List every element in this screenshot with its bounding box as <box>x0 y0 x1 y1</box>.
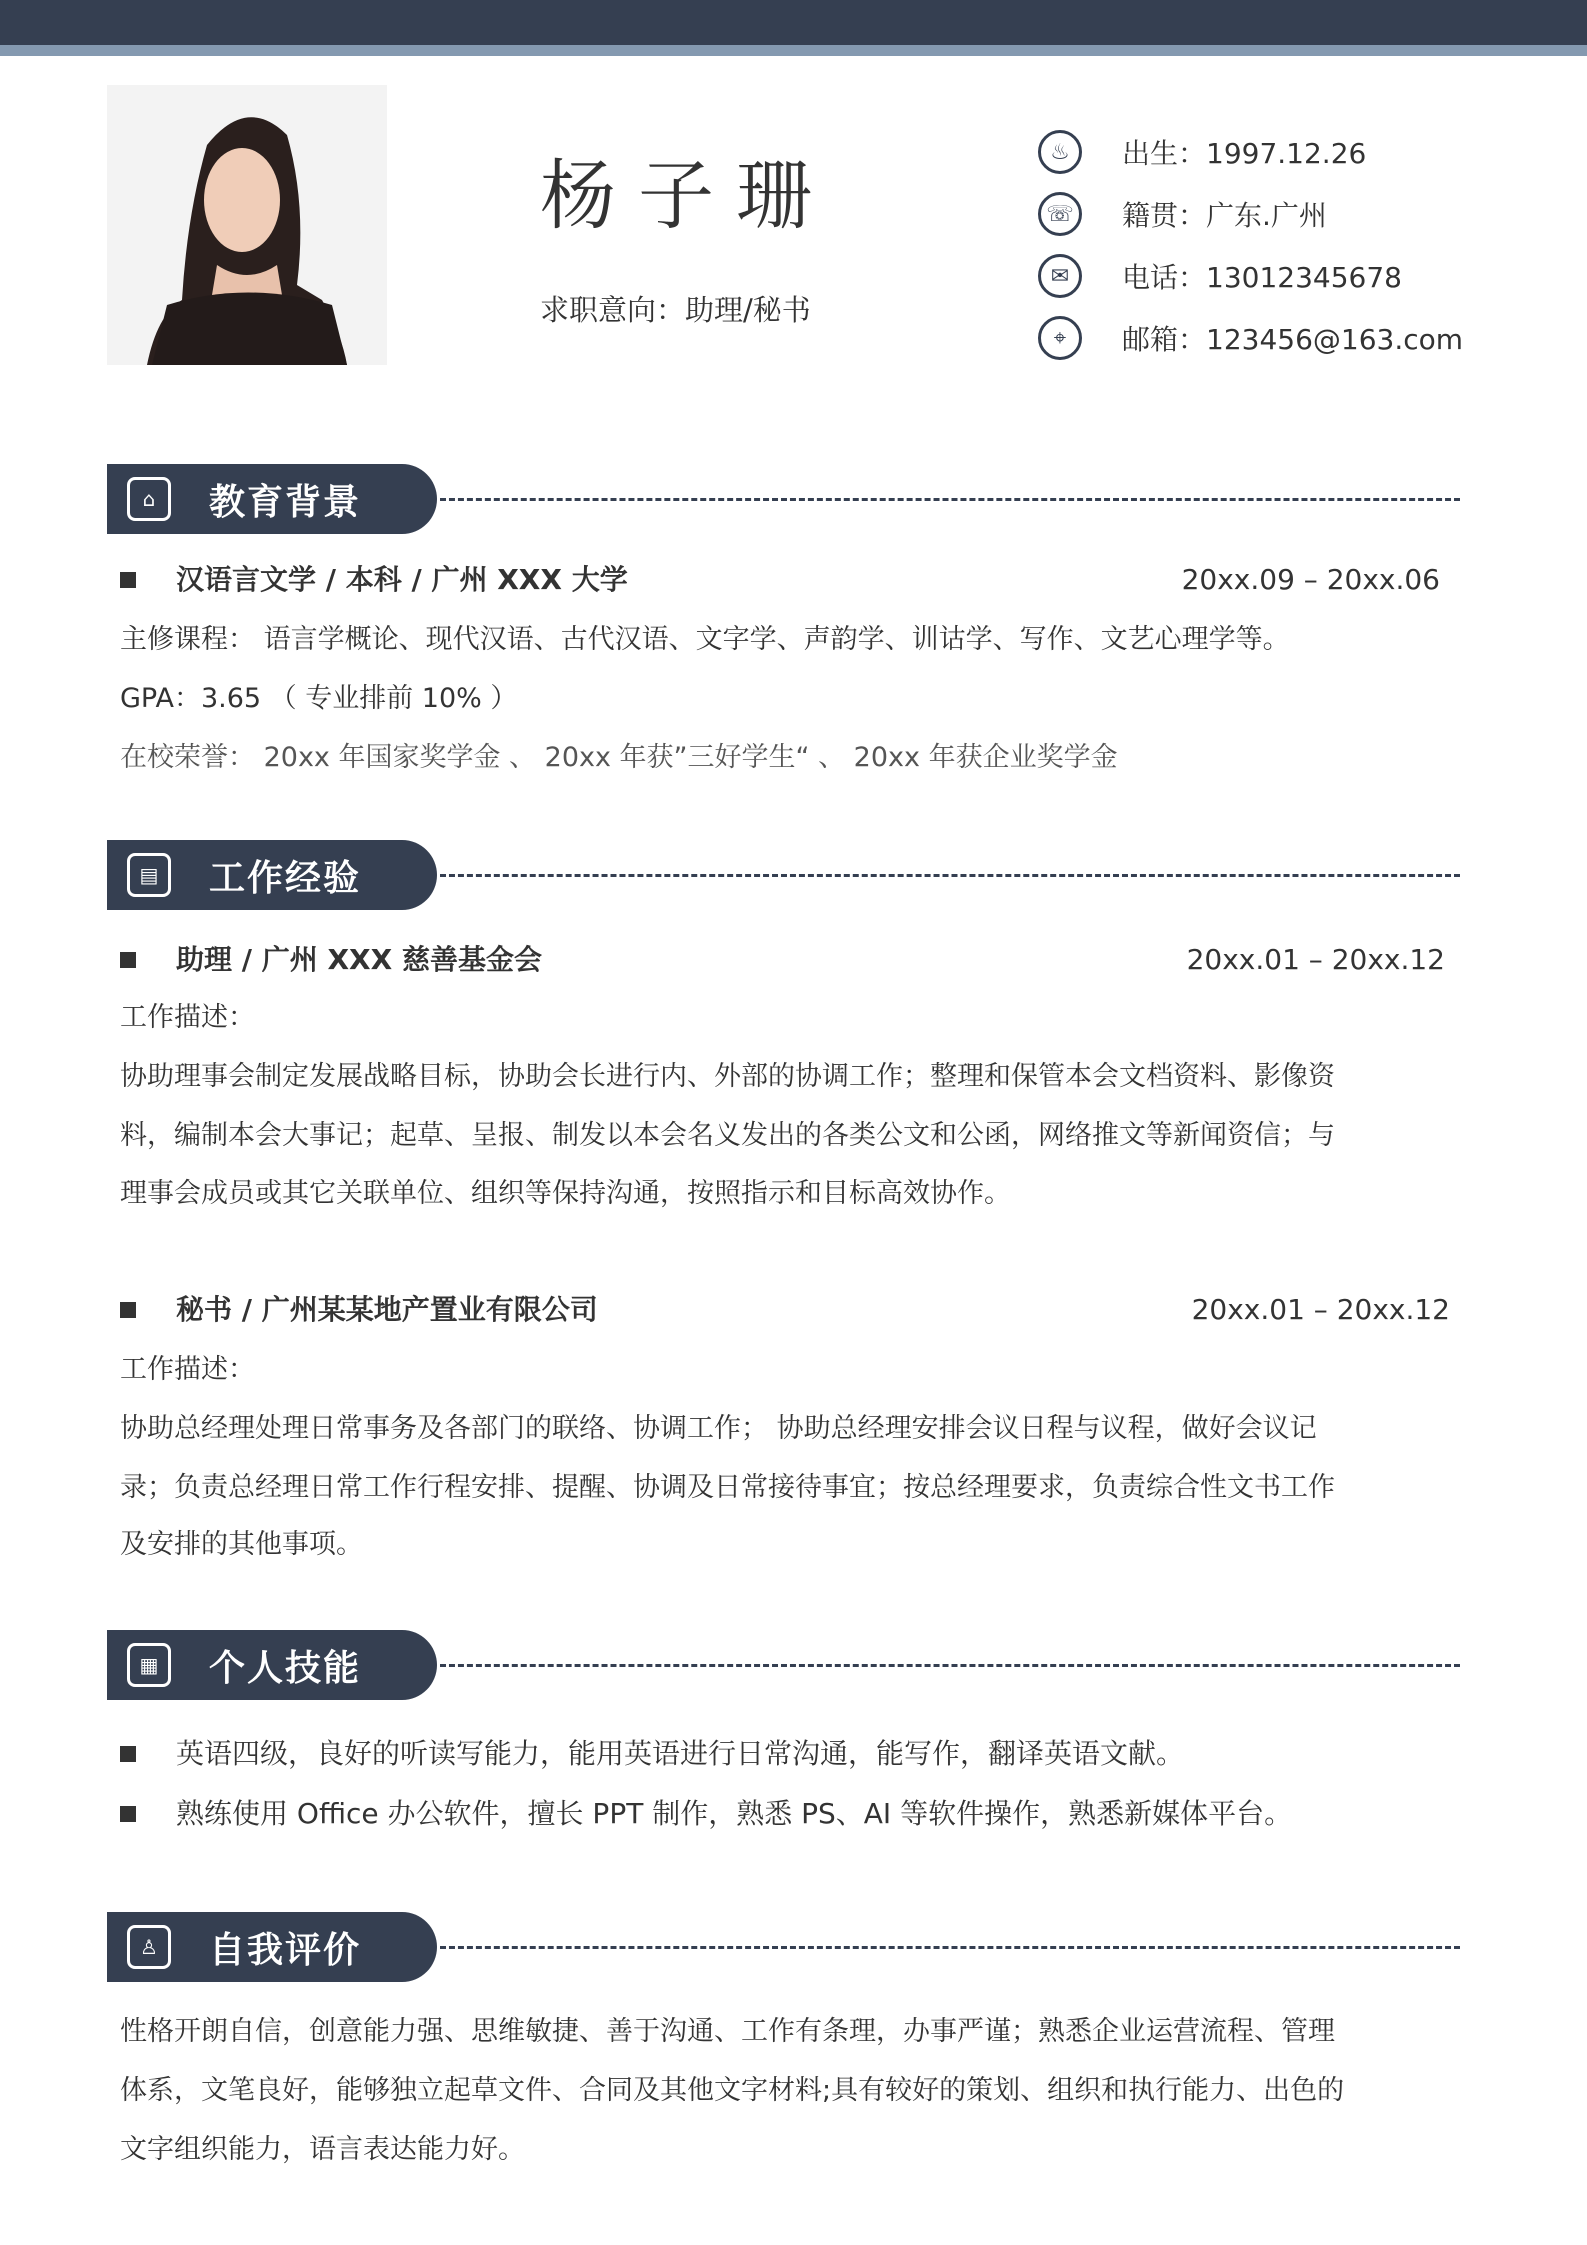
clipped-area <box>0 1525 1587 1565</box>
description-line: 录；负责总经理日常工作行程安排、提醒、协调及日常接待事宜；按总经理要求，负责综合性文书工作 <box>120 1472 1335 1503</box>
user-icon: ♙ <box>127 1925 171 1969</box>
education-item <box>120 560 1440 600</box>
description-line: 及安排的其他事项。 <box>120 1529 363 1560</box>
graduation-cap-icon: ⌂ <box>127 477 171 521</box>
item-date: 20xx.01 – 20xx.12 <box>1186 943 1445 976</box>
self-evaluation-line: 文字组织能力，语言表达能力好。 <box>120 2134 525 2165</box>
work-item <box>120 1290 1450 1330</box>
skill-text: 熟练使用 Office 办公软件，擅长 PPT 制作，熟悉 PS、AI 等软件操作，熟悉新媒体平台。 <box>176 1797 1293 1830</box>
skill-text: 英语四级，良好的听读写能力，能用英语进行日常沟通，能写作，翻译英语文献。 <box>176 1737 1185 1770</box>
description-line: 协助总经理处理日常事务及各部门的联络、协调工作； 协助总经理安排会议日程与议程，做好会议记 <box>120 1413 1317 1444</box>
section-header-education <box>107 464 437 534</box>
divider <box>440 1946 1460 1949</box>
bullet <box>120 952 136 968</box>
job-intent: 求职意向：助理/秘书 <box>540 293 811 327</box>
divider <box>440 498 1460 501</box>
top-bar <box>0 0 1587 45</box>
contact-birth <box>1038 127 1558 177</box>
item-date: 20xx.01 – 20xx.12 <box>1191 1293 1450 1326</box>
profile-photo <box>107 85 387 365</box>
section-header-skills <box>107 1630 437 1700</box>
contact-phone <box>1038 251 1558 301</box>
item-title: 汉语言文学 / 本科 / 广州 XXX 大学 <box>176 563 628 596</box>
hometown-text: 籍贯：广东.广州 <box>1122 199 1327 232</box>
section-title: 教育背景 <box>209 481 362 523</box>
grid-icon: ▦ <box>127 1643 171 1687</box>
contact-hometown <box>1038 189 1558 239</box>
divider <box>440 874 1460 877</box>
briefcase-icon: ▤ <box>127 853 171 897</box>
phone-text: 电话：13012345678 <box>1122 261 1402 294</box>
divider <box>440 1664 1460 1667</box>
description-line: 料，编制本会大事记；起草、呈报、制发以本会名义发出的各类公文和公函，网络推文等新闻资信；与 <box>120 1120 1335 1151</box>
birthday-cake-icon: ♨ <box>1038 130 1082 174</box>
location-pin-icon: ⌖ <box>1038 316 1082 360</box>
description-line: 理事会成员或其它关联单位、组织等保持沟通，按照指示和目标高效协作。 <box>120 1178 1011 1209</box>
description-label: 工作描述： <box>120 1002 255 1033</box>
candidate-name: 杨子珊 <box>540 151 834 240</box>
honors-text: 在校荣誉： 20xx 年国家奖学金 、 20xx 年获”三好学生“ 、 20xx 年获企业奖学金 <box>120 742 1118 773</box>
skill-item <box>120 1734 1440 1774</box>
envelope-icon: ✉ <box>1038 254 1082 298</box>
section-header-work <box>107 840 437 910</box>
section-header-self-evaluation <box>107 1912 437 1982</box>
bullet <box>120 572 136 588</box>
self-evaluation-line: 性格开朗自信，创意能力强、思维敏捷、善于沟通、工作有条理，办事严谨；熟悉企业运营流程、管理 <box>120 2016 1335 2047</box>
contact-email <box>1038 313 1558 363</box>
gpa-text: GPA：3.65 （ 专业排前 10% ） <box>120 683 518 714</box>
item-title: 秘书 / 广州某某地产置业有限公司 <box>176 1293 598 1326</box>
section-title: 个人技能 <box>209 1647 362 1689</box>
phone-icon: ☏ <box>1038 192 1082 236</box>
courses-text: 主修课程： 语言学概论、现代汉语、古代汉语、文字学、声韵学、训诂学、写作、文艺心理学等。 <box>120 624 1290 655</box>
item-title: 助理 / 广州 XXX 慈善基金会 <box>176 943 542 976</box>
email-text: 邮箱：123456@163.com <box>1122 323 1464 356</box>
description-label: 工作描述： <box>120 1354 255 1385</box>
work-item <box>120 940 1445 980</box>
item-date: 20xx.09 – 20xx.06 <box>1181 563 1440 596</box>
bullet <box>120 1302 136 1318</box>
bullet <box>120 1806 136 1822</box>
top-band <box>0 45 1587 56</box>
description-line: 协助理事会制定发展战略目标，协助会长进行内、外部的协调工作；整理和保管本会文档资料、影像资 <box>120 1061 1335 1092</box>
section-title: 自我评价 <box>209 1929 362 1971</box>
section-title: 工作经验 <box>209 857 362 899</box>
bullet <box>120 1746 136 1762</box>
self-evaluation-line: 体系，文笔良好，能够独立起草文件、合同及其他文字材料;具有较好的策划、组织和执行能力、出色的 <box>120 2075 1345 2106</box>
birth-text: 出生：1997.12.26 <box>1122 137 1367 170</box>
skill-item <box>120 1794 1440 1834</box>
